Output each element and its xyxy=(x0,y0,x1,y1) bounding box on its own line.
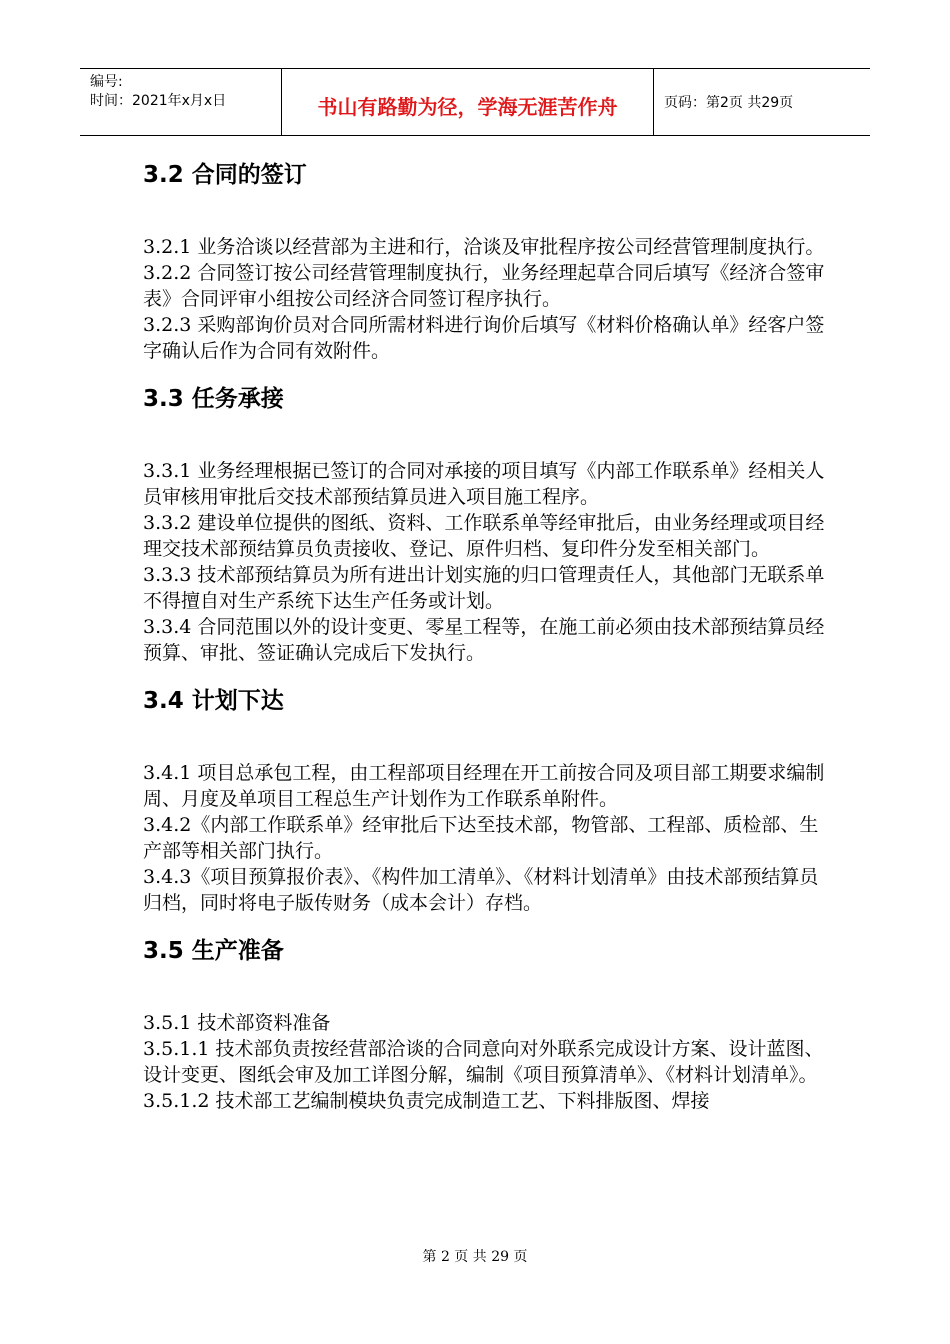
page-footer: 第 2 页 共 29 页 xyxy=(422,1249,528,1265)
doc-code-label: 编号: xyxy=(90,74,123,90)
section-title: 3.5 生产准备 xyxy=(143,938,284,964)
header-page-info: 页码：第2页 共29页 xyxy=(664,95,794,111)
document-body xyxy=(143,150,833,1124)
paragraph: 3.4.1 项目总承包工程，由工程部项目经理在开工前按合同及项目部工期要求编制周、月度及单项目工程总生产计划作为工作联系单附件。 xyxy=(143,762,825,810)
paragraph: 3.3.4 合同范围以外的设计变更、零星工程等，在施工前必须由技术部预结算员经预算、审批、签证确认完成后下发执行。 xyxy=(143,616,825,664)
paragraph: 3.2.3 采购部询价员对合同所需材料进行询价后填写《材料价格确认单》经客户签字确认后作为合同有效附件。 xyxy=(143,314,825,362)
paragraph: 3.5.1.2 技术部工艺编制模块负责完成制造工艺、下料排版图、焊接 xyxy=(143,1090,710,1112)
section-title: 3.2 合同的签订 xyxy=(143,162,307,188)
section-3-3 xyxy=(143,374,833,666)
paragraph: 3.2.2 合同签订按公司经营管理制度执行，业务经理起草合同后填写《经济合签审表》合同评审小组按公司经济合同签订程序执行。 xyxy=(143,262,825,310)
paragraph: 3.4.3《项目预算报价表》、《构件加工清单》、《材料计划清单》由技术部预结算员归档，同时将电子版传财务（成本会计）存档。 xyxy=(143,866,819,914)
paragraph: 3.3.3 技术部预结算员为所有进出计划实施的归口管理责任人，其他部门无联系单不得擅自对生产系统下达生产任务或计划。 xyxy=(143,564,825,612)
section-title: 3.4 计划下达 xyxy=(143,688,284,714)
paragraph: 3.3.1 业务经理根据已签订的合同对承接的项目填写《内部工作联系单》经相关人员审核用审批后交技术部预结算员进入项目施工程序。 xyxy=(143,460,825,508)
page-header xyxy=(80,68,870,136)
section-title: 3.3 任务承接 xyxy=(143,386,284,412)
paragraph: 3.5.1.1 技术部负责按经营部洽谈的合同意向对外联系完成设计方案、设计蓝图、设计变更、图纸会审及加工详图分解，编制《项目预算清单》、《材料计划清单》。 xyxy=(143,1038,824,1086)
paragraph: 3.3.2 建设单位提供的图纸、资料、工作联系单等经审批后，由业务经理或项目经理交技术部预结算员负责接收、登记、原件归档、复印件分发至相关部门。 xyxy=(143,512,825,560)
paragraph: 3.2.1 业务洽谈以经营部为主进和行，洽谈及审批程序按公司经营管理制度执行。 xyxy=(143,236,825,258)
section-3-5 xyxy=(143,926,833,1114)
header-meta xyxy=(80,69,282,135)
paragraph: 3.4.2《内部工作联系单》经审批后下达至技术部，物管部、工程部、质检部、生产部等相关部门执行。 xyxy=(143,814,819,862)
paragraph: 3.5.1 技术部资料准备 xyxy=(143,1012,331,1034)
section-3-2 xyxy=(143,150,833,364)
section-3-4 xyxy=(143,676,833,916)
header-motto: 书山有路勤为径，学海无涯苦作舟 xyxy=(282,69,654,135)
doc-time-label: 时间：2021年x月x日 xyxy=(90,93,227,109)
